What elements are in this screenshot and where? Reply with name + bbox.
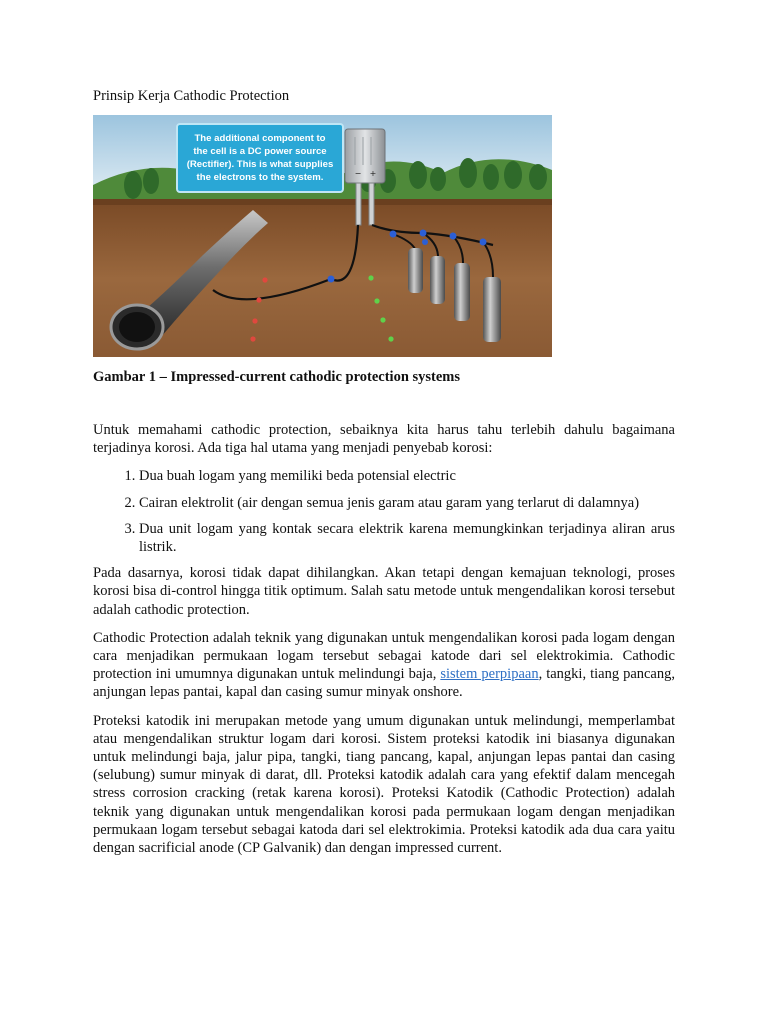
link-sistem-perpipaan[interactable]: sistem perpipaan	[440, 666, 539, 683]
callout-line-4: the electrons to the system.	[196, 172, 324, 183]
rectifier-minus: −	[354, 169, 362, 178]
list-item: 2. Cairan elektrolit (air dengan semua jenis garam atau garam yang terlarut di dalamnya)	[139, 494, 675, 512]
callout-box	[177, 124, 343, 192]
figure-illustration	[93, 115, 552, 357]
rectifier-plus: +	[369, 169, 377, 178]
paragraph-3-text-a: Cathodic Protection adalah teknik yang digunakan untuk mengendalikan korosi pada logam dengan cara menjadikan permukaan logam tersebut sebagai katode dari sel elektrokimia. Cathodic protection ini umumnya digunakan untuk melindungi baja,	[93, 629, 675, 683]
document-title: Prinsip Kerja Cathodic Protection	[93, 88, 290, 104]
paragraph-2: Pada dasarnya, korosi tidak dapat dihilangkan. Akan tetapi dengan kemajuan teknologi, proses korosi bisa di-control hingga titik optimum. Salah satu metode untuk mengendalikan korosi tersebut adalah cathodic protection.	[93, 565, 675, 618]
callout-line-3: (Rectifier). This is what supplies	[186, 159, 334, 170]
callout-line-2: the cell is a DC power source	[193, 146, 327, 157]
list-item: 3. Dua unit logam yang kontak secara elektrik karena memungkinkan terjadinya aliran arus listrik.	[139, 520, 675, 556]
corrosion-causes-list	[93, 467, 675, 556]
paragraph-intro: Untuk memahami cathodic protection, sebaiknya kita harus tahu terlebih dahulu bagaimana terjadinya korosi. Ada tiga hal utama yang menjadi penyebab korosi:	[93, 422, 675, 457]
document-body	[93, 421, 675, 867]
figure-caption: Gambar 1 – Impressed-current cathodic protection systems	[93, 369, 461, 385]
list-item: 1. Dua buah logam yang memiliki beda potensial electric	[139, 467, 675, 485]
figure-cathodic-protection	[93, 115, 552, 357]
paragraph-4: Proteksi katodik ini merupakan metode yang umum digunakan untuk melindungi, memperlambat atau mengendalikan struktur logam dari korosi. Sistem proteksi katodik ini biasanya digunakan untuk melindungi baja, jalur pipa, tangki, tiang pancang, kapal, anjungan lepas pantai dan casing (selubung) sumur minyak di darat, dll. Proteksi katodik adalah cara yang efektif dalam mencegah stress corrosion cracking (retak karena korosi). Proteksi Katodik (Cathodic Protection) adalah teknik yang digunakan untuk mengendalikan korosi pada permukaan logam dengan menjadikan permukaan logam tersebut sebagai katoda dari sel elektrokimia. Proteksi katodik ada dua cara yaitu dengan sacrificial anode (CP Galvanik) dan dengan impressed current.	[93, 712, 675, 857]
paragraph-3-text-b: , tangki, tiang pancang, anjungan lepas pantai, kapal dan casing sumur minyak onshore.	[93, 666, 675, 701]
paragraph-3	[93, 629, 675, 702]
callout-line-1: The additional component to	[194, 133, 326, 144]
